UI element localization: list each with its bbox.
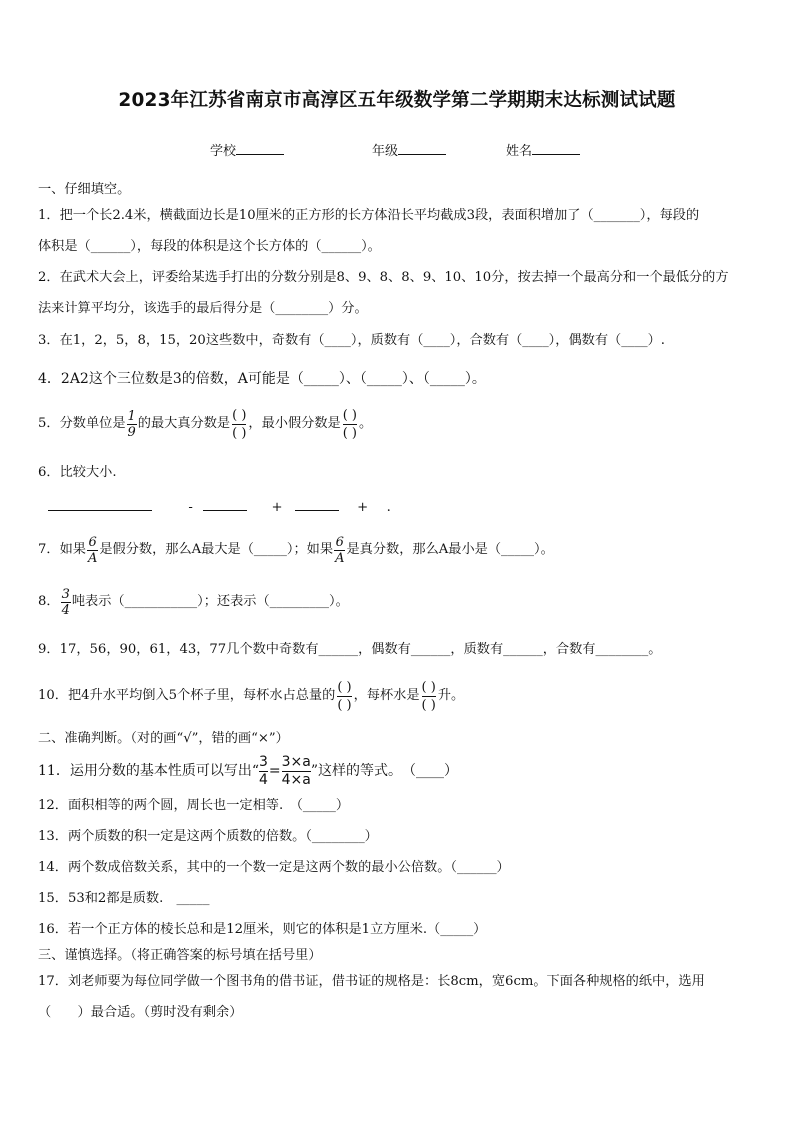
question-9: 9．17，56，90，61，43，77几个数中奇数有______，偶数有______，质数有______，合数有________。: [38, 642, 662, 657]
fraction-six-over-a: $\frac{6}{A}$: [335, 534, 345, 566]
question-2-line-2: 法来计算平均分，该选手的最后得分是（________）分。: [38, 301, 368, 316]
question-2-line-1: 2．在武术大会上，评委给某选手打出的分数分别是8、9、8、8、9、10、10分，按去掉一个最高分和一个最低分的方: [38, 270, 729, 285]
compare-blank: [48, 498, 152, 511]
grade-blank: [398, 141, 446, 155]
fraction-one-ninth: $\frac{1}{9}$: [127, 408, 136, 440]
question-12: 12．面积相等的两个圆，周长也一定相等. （_____）: [38, 798, 350, 813]
compare-blank: [295, 498, 339, 511]
minus-sign: -: [188, 500, 193, 515]
question-4: 4．2A2这个三位数是3的倍数，A可能是（_____）、（_____）、（_____）。: [38, 371, 486, 387]
question-5-prefix: 5．分数单位是: [38, 416, 126, 431]
grade-field: [372, 140, 446, 159]
name-blank: [532, 141, 580, 155]
question-16: 16．若一个正方体的棱长总和是12厘米，则它的体积是1立方厘米.（_____）: [38, 922, 487, 937]
page-title: 2023年江苏省南京市高淳区五年级数学第二学期期末达标测试试题: [118, 90, 676, 111]
school-label: 学校: [210, 144, 237, 159]
answer-fraction-box: ( ) ( ): [342, 407, 357, 441]
question-17-line-1: 17．刘老师要为每位同学做一个图书角的借书证，借书证的规格是：长8cm，宽6cm。下面各种规格的纸中，选用: [38, 974, 705, 989]
question-13: 13．两个质数的积一定是这两个质数的倍数。（________）: [38, 829, 378, 844]
question-1-line-1: 1．把一个长2.4米，横截面边长是10厘米的正方形的长方体沿长平均截成3段，表面积增加了（_______），每段的: [38, 208, 700, 223]
question-14: 14．两个数成倍数关系，其中的一个数一定是这两个数的最小公倍数。（______）: [38, 860, 510, 875]
question-10: 10．把4升水平均倒入5个杯子里，每杯水占总量的 ( ) ( ) ，每杯水是 ( ) ( ) 升。: [38, 679, 465, 713]
question-3: 3．在1，2，5，8，15，20这些数中，奇数有（____），质数有（____），合数有（____），偶数有（____）.: [38, 333, 665, 348]
answer-fraction-box: ( ) ( ): [232, 407, 247, 441]
plus-sign: +: [271, 500, 283, 515]
fraction-three-quarters: $\frac{3}{4}$: [61, 586, 70, 618]
fraction-three-quarters: $\frac{3}{4}$: [258, 753, 268, 788]
question-15: 15．53和2都是质数. _____: [38, 891, 210, 906]
compare-blank: [203, 498, 247, 511]
fraction-3a-over-4a: $\frac{3\times a}{4\times a}$: [281, 753, 311, 788]
school-blank: [236, 141, 284, 155]
question-7: 7．如果 $\frac{6}{A}$ 是假分数，那么A最大是（_____）；如果 $\frac{6}{A}$ 是真分数，那么A最小是（_____）。: [38, 534, 554, 566]
answer-fraction-box: ( ) ( ): [337, 679, 352, 713]
question-5: 5．分数单位是 $\frac{1}{9}$ 的最大真分数是 ( ) ( ) ，最小假分数是 ( ) ( ) 。: [38, 407, 373, 441]
answer-fraction-box: ( ) ( ): [421, 679, 436, 713]
question-8: 8． $\frac{3}{4}$ 吨表示（___________）；还表示（_________）。: [38, 586, 349, 618]
name-field: [506, 140, 580, 159]
question-5-middle: 的最大真分数是: [137, 416, 231, 431]
section-3-heading: 三、谨慎选择。（将正确答案的标号填在括号里）: [38, 948, 322, 963]
question-6-compare-row: - + + .: [48, 498, 764, 517]
question-1-line-2: 体积是（______），每段的体积是这个长方体的（______）。: [38, 239, 381, 254]
question-11: 11．运用分数的基本性质可以写出“ $\frac{3}{4}$ = $\frac{3\times a}{4\times a}$ ”这样的等式。 （____）: [38, 753, 459, 788]
section-2-heading: 二、准确判断。（对的画“√”，错的画“×”）: [38, 731, 289, 746]
plus-sign: +: [357, 500, 369, 515]
fraction-six-over-a: $\frac{6}{A}$: [87, 534, 98, 566]
question-17-line-2: （ ）最合适。（剪时没有剩余）: [38, 1005, 243, 1020]
name-label: 姓名: [506, 144, 533, 159]
question-6: 6．比较大小.: [38, 465, 117, 480]
question-5-middle-2: ，最小假分数是: [248, 416, 341, 431]
section-1-heading: 一、仔细填空。: [38, 182, 131, 197]
grade-label: 年级: [372, 144, 399, 159]
school-field: [210, 140, 284, 159]
